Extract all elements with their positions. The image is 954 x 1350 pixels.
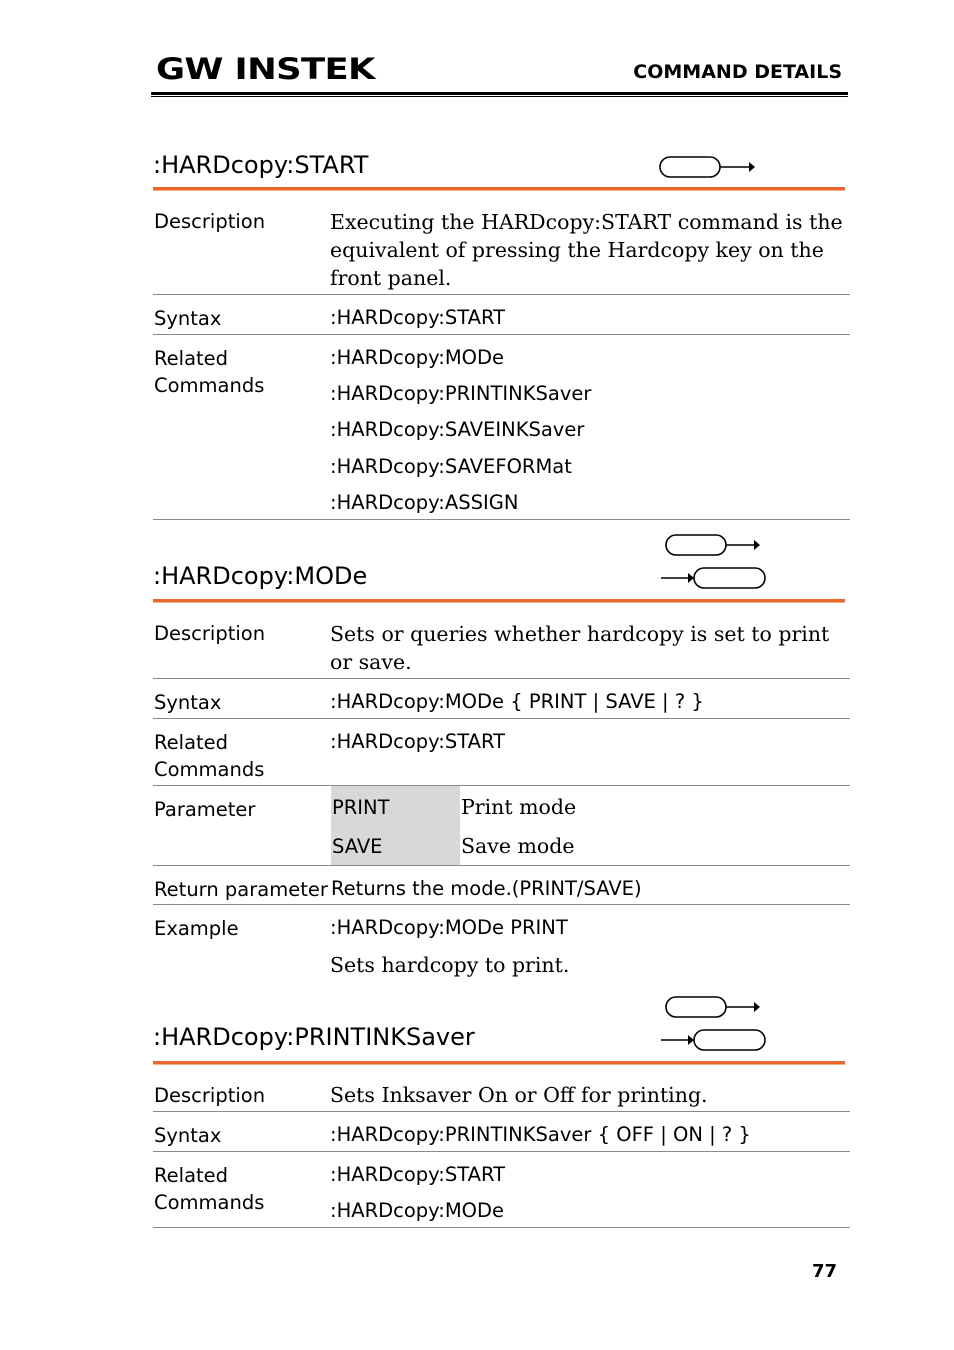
header-rule [151,92,848,95]
row-divider [153,718,850,719]
related-label-2: Commands [154,374,265,397]
section-rule [153,187,845,191]
related-command: :HARDcopy:MODe [330,1199,505,1222]
related-label: Related [154,347,229,370]
related-command: :HARDcopy:ASSIGN [330,491,519,514]
example-description: Sets hardcopy to print. [330,953,570,977]
row-divider [153,294,850,295]
syntax-label: Syntax [154,307,222,330]
related-command: :HARDcopy:START [330,1163,506,1186]
set-icon [657,155,757,181]
related-command: :HARDcopy:MODe [330,346,505,369]
description-text: Executing the HARDcopy:START command is the equivalent of pressing the Hardcopy key on the front panel. [330,210,843,290]
row-divider [153,904,850,905]
example-command: :HARDcopy:MODe PRINT [330,916,568,939]
section-rule [153,1061,845,1065]
row-divider [153,334,850,335]
parameter-name: SAVE [332,835,383,858]
gw-instek-logo: GW INSTEK [156,52,375,86]
example-label: Example [154,917,239,940]
related-command: :HARDcopy:SAVEINKSaver [330,418,585,441]
row-divider [153,785,850,786]
page-number: 77 [812,1261,838,1282]
description-text: Sets Inksaver On or Off for printing. [330,1083,708,1107]
description-label: Description [154,210,266,233]
header-rule-thin [151,96,848,97]
parameter-label: Parameter [154,798,256,821]
related-label-2: Commands [154,1191,265,1214]
related-label-2: Commands [154,758,265,781]
row-divider [153,519,850,520]
row-divider [153,678,850,679]
related-label: Related [154,1164,229,1187]
syntax-label: Syntax [154,1124,222,1147]
section-title-hardcopy-start: :HARDcopy:START [153,151,369,179]
description-label: Description [154,1084,266,1107]
syntax-text: :HARDcopy:START [330,306,506,329]
related-command: :HARDcopy:START [330,730,506,753]
section-title-hardcopy-printinksaver: :HARDcopy:PRINTINKSaver [153,1023,475,1051]
parameter-desc: Save mode [461,834,575,858]
related-command: :HARDcopy:PRINTINKSaver [330,382,592,405]
description-label: Description [154,622,266,645]
return-parameter-text: Returns the mode.(PRINT/SAVE) [331,877,642,900]
syntax-label: Syntax [154,691,222,714]
parameter-desc: Print mode [461,795,577,819]
syntax-text: :HARDcopy:MODe { PRINT | SAVE | ? } [330,690,704,713]
description-text: Sets or queries whether hardcopy is set to print or save. [330,622,830,674]
set-query-icon [660,995,770,1055]
row-divider [153,1111,850,1112]
header-section-title: COMMAND DETAILS [633,61,842,83]
row-divider [153,1227,850,1228]
section-rule [153,599,845,603]
related-command: :HARDcopy:SAVEFORMat [330,455,572,478]
row-divider [153,1151,850,1152]
parameter-name: PRINT [332,796,390,819]
row-divider [153,865,850,866]
set-query-icon [660,533,770,593]
syntax-text: :HARDcopy:PRINTINKSaver { OFF | ON | ? } [330,1123,751,1146]
related-label: Related [154,731,229,754]
return-parameter-label: Return parameter [154,878,328,901]
section-title-hardcopy-mode: :HARDcopy:MODe [153,562,368,590]
